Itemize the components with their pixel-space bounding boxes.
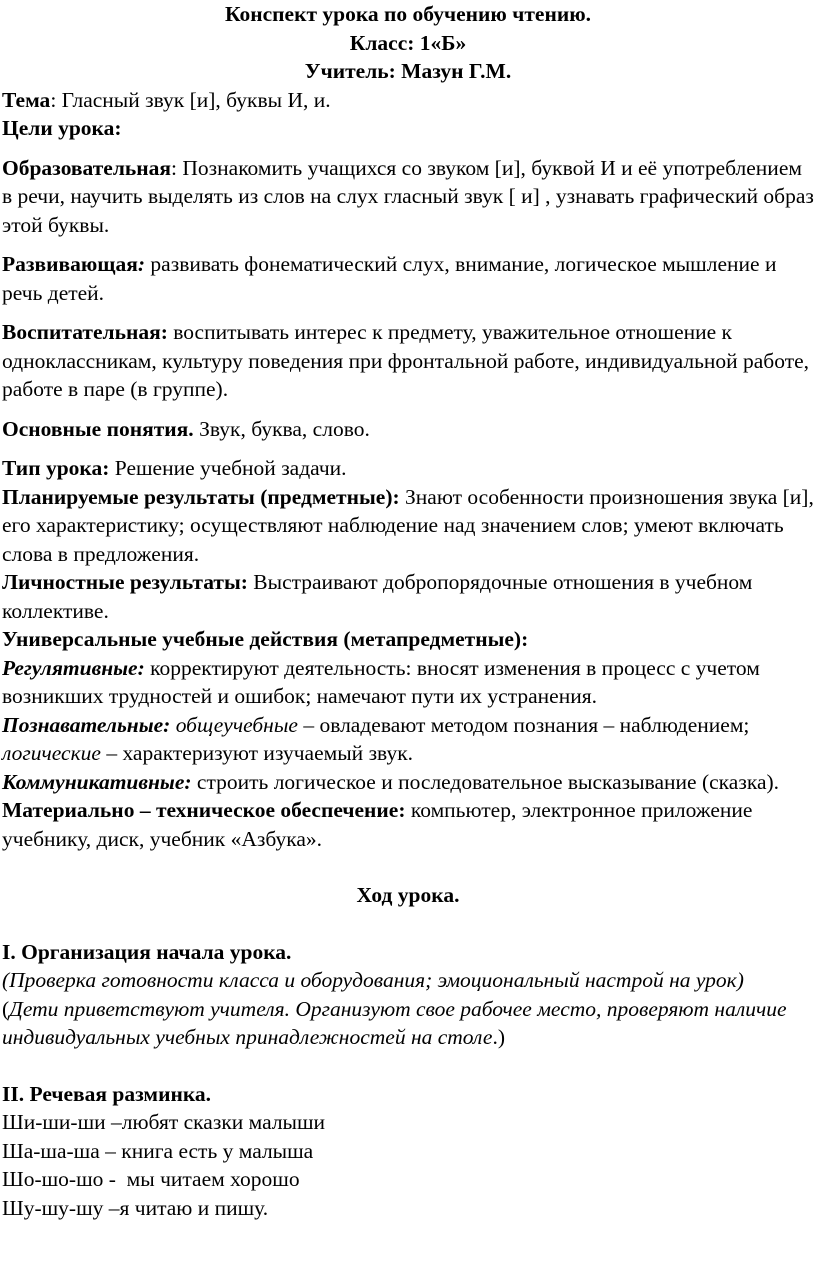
lesson-type-paragraph bbox=[2, 454, 814, 483]
cognitive-sub1: общеучебные bbox=[175, 712, 298, 737]
communicative-paragraph bbox=[2, 768, 814, 797]
communicative-text: строить логическое и последовательное высказывание (сказка). bbox=[191, 769, 780, 794]
concepts-paragraph bbox=[2, 415, 814, 444]
universal-heading: Универсальные учебные действия (метапредметные): bbox=[2, 627, 529, 651]
warmup-line: Шу-шу-шу –я читаю и пишу. bbox=[2, 1195, 269, 1220]
section1-children-text: Дети приветствуют учителя. Организуют свое рабочее место, проверяют наличие индивидуальных учебных принадлежностей на столе bbox=[2, 996, 787, 1049]
warmup-line: Шо-шо-шо - мы читаем хорошо bbox=[2, 1167, 300, 1191]
equipment-paragraph bbox=[2, 796, 814, 853]
planned-label: Планируемые результаты (предметные): bbox=[2, 484, 400, 509]
educational-label: Образовательная bbox=[2, 155, 172, 180]
warmup-line: Ши-ши-ши –любят сказки малыши bbox=[2, 1110, 326, 1134]
regulatory-label: Регулятивные: bbox=[2, 655, 145, 680]
class-line: Класс: 1«Б» bbox=[349, 30, 467, 55]
section1-note: (Проверка готовности класса и оборудования; эмоциональный настрой на урок) bbox=[2, 968, 744, 992]
cognitive-label: Познавательные: bbox=[2, 712, 171, 737]
topic-label: Тема bbox=[2, 87, 51, 112]
developing-label: Развивающая bbox=[2, 252, 138, 276]
topic-paragraph bbox=[2, 86, 814, 115]
cognitive-text1: – овладевают методом познания – наблюдением; bbox=[297, 712, 750, 737]
warmup-line: Ша-ша-ша – книга есть у малыша bbox=[2, 1138, 314, 1163]
equipment-text: компьютер, электронное приложение учебнику, диск, учебник «Азбука». bbox=[2, 798, 753, 851]
regulatory-paragraph bbox=[2, 654, 814, 711]
upbringing-goal bbox=[2, 318, 814, 404]
planned-results bbox=[2, 483, 814, 569]
concepts-text: Звук, буква, слово. bbox=[193, 416, 370, 441]
cognitive-paragraph bbox=[2, 711, 814, 768]
course-heading: Ход урока. bbox=[356, 883, 460, 907]
educational-goal bbox=[2, 154, 814, 240]
cognitive-text2: – характеризуют изучаемый звук. bbox=[100, 741, 414, 765]
communicative-label: Коммуникативные: bbox=[2, 769, 192, 794]
equipment-label: Материально – техническое обеспечение: bbox=[2, 798, 406, 822]
developing-text: развивать фонематический слух, внимание, логическое мышление и речь детей. bbox=[2, 252, 777, 305]
upbringing-text: воспитывать интерес к предмету, уважительное отношение к одноклассникам, культуру поведения при фронтальной работе, индивидуальной работе, работе в паре (в группе). bbox=[2, 320, 810, 401]
cognitive-sub2: логические bbox=[2, 741, 101, 765]
section2-heading: II. Речевая разминка. bbox=[2, 1081, 212, 1106]
section1-heading: I. Организация начала урока. bbox=[2, 939, 292, 964]
lesson-type-text: Решение учебной задачи. bbox=[109, 456, 347, 480]
upbringing-label: Воспитательная: bbox=[2, 320, 168, 344]
personal-results bbox=[2, 568, 814, 625]
document-title: Конспект урока по обучению чтению. bbox=[224, 2, 592, 26]
personal-text: Выстраивают добропорядочные отношения в учебном коллективе. bbox=[2, 570, 753, 623]
lesson-type-label: Тип урока: bbox=[2, 456, 110, 480]
planned-text: Знают особенности произношения звука [и], его характеристику; осуществляют наблюдение над значением слов; умеют включать слова в предложения. bbox=[2, 484, 814, 566]
section1-children: (Дети приветствуют учителя. Организуют свое рабочее место, проверяют наличие индивидуальных учебных принадлежностей на столе.) bbox=[2, 996, 787, 1049]
educational-text: : Познакомить учащихся со звуком [и], буквой И и её употреблением в речи, научить выделять из слов на слух гласный звук [ и] , узнавать графический образ этой буквы. bbox=[2, 155, 814, 237]
developing-colon: : bbox=[137, 252, 146, 276]
regulatory-text: корректируют деятельность: вносят изменения в процесс с учетом возникших трудностей и ошибок; намечают пути их устранения. bbox=[2, 655, 760, 708]
concepts-label: Основные понятия. bbox=[2, 416, 194, 441]
goals-heading: Цели урока: bbox=[2, 116, 122, 140]
topic-text: : Гласный звук [и], буквы И, и. bbox=[50, 87, 331, 112]
developing-goal bbox=[2, 250, 814, 307]
teacher-line: Учитель: Мазун Г.М. bbox=[304, 59, 512, 83]
personal-label: Личностные результаты: bbox=[2, 570, 248, 594]
